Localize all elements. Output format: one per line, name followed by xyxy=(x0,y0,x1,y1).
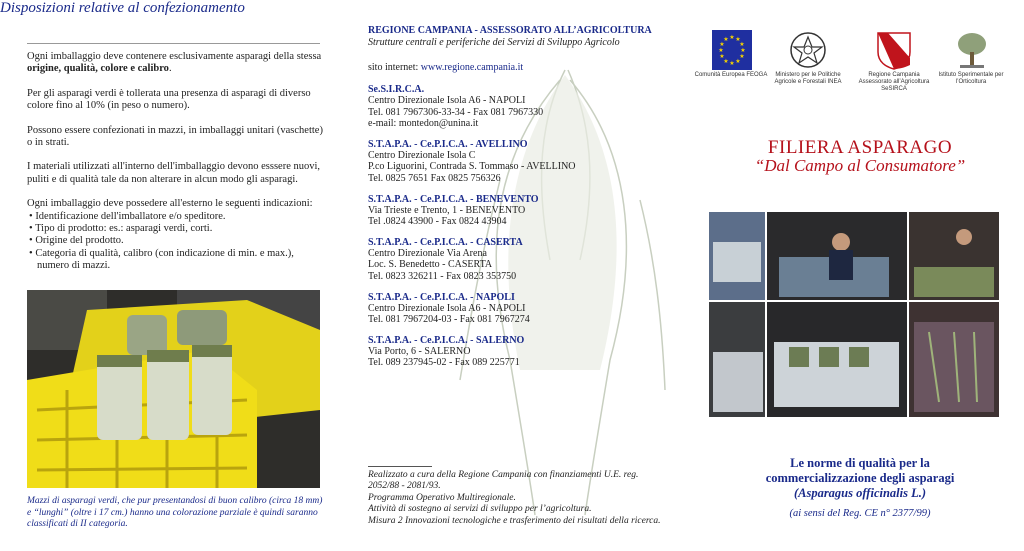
packing-photos-illustration xyxy=(709,212,999,417)
svg-text:★: ★ xyxy=(719,41,725,48)
footnote-line: Misura 2 Innovazioni tecnologiche e trasferimento dei risultati della ricerca. xyxy=(368,515,661,526)
left-panel xyxy=(0,0,340,551)
office-address: Via Porto, 6 - SALERNO xyxy=(368,345,471,357)
office-title: Se.S.I.R.C.A. xyxy=(368,84,425,95)
office-phone: Tel. 081 7967204-03 - Fax 081 7967274 xyxy=(368,314,530,326)
office-block xyxy=(368,292,678,326)
list-item: • Categoria di qualità, calibro (con indicazione di min. e max.), numero di mazzi. xyxy=(27,248,327,273)
svg-text:★: ★ xyxy=(740,47,746,54)
asparagus-crate-photo xyxy=(27,290,320,488)
svg-text:★: ★ xyxy=(729,34,735,41)
label-requirements-list xyxy=(27,211,327,273)
office-address: Centro Direzionale Isola C xyxy=(368,149,476,161)
office-email[interactable]: e-mail: montedon@unina.it xyxy=(368,118,479,130)
brochure-subtitle: “Dal Campo al Consumatore” xyxy=(754,156,966,175)
office-title: S.T.A.P.A. - Ce.P.I.C.A. - CASERTA xyxy=(368,236,523,248)
office-block xyxy=(368,139,678,185)
office-address: Via Trieste e Trento, 1 - BENEVENTO xyxy=(368,204,526,216)
funding-footnote xyxy=(368,470,678,527)
svg-text:★: ★ xyxy=(723,58,729,65)
website-link[interactable]: www.regione.campania.it xyxy=(420,62,524,73)
rule-paragraph-5: Ogni imballaggio deve possedere all'esterno le seguenti indicazioni: xyxy=(27,198,313,210)
website-label: sito internet: xyxy=(368,62,421,73)
rule-paragraph-4: I materiali utilizzati all'interno dell'imballaggio devono esssere nuovi, puliti e di qualità tale da non alterare in alcun modo gli asparagi. xyxy=(27,161,321,185)
office-title: S.T.A.P.A. - Ce.P.I.C.A. - NAPOLI xyxy=(368,291,515,303)
footnote-line: Realizzato a cura della Regione Campania con finanziamenti U.E. reg. xyxy=(368,470,639,480)
office-address: Centro Direzionale Via Arena xyxy=(368,247,487,259)
footnote-line: Programma Operativo Multiregionale. xyxy=(368,492,516,503)
italian-emblem-icon xyxy=(788,30,828,70)
svg-text:★: ★ xyxy=(729,60,735,67)
rule-paragraph-2: Per gli asparagi verdi è tollerata una presenza di asparagi di diverso colore fino al 10% (in peso o numero). xyxy=(27,87,311,112)
office-title: S.T.A.P.A. - Ce.P.I.C.A. - BENEVENTO xyxy=(368,193,539,205)
list-item: • Identificazione dell'imballatore e/o speditore. xyxy=(27,211,327,223)
office-title: S.T.A.P.A. - Ce.P.I.C.A. - SALERNO xyxy=(368,334,525,346)
svg-text:★: ★ xyxy=(723,36,729,43)
office-address: Centro Direzionale Isola A6 - NAPOLI xyxy=(368,95,526,106)
svg-text:★: ★ xyxy=(739,53,745,60)
norme-line-3: (Asparagus officinalis L.) xyxy=(793,486,927,500)
campania-shield-icon xyxy=(874,30,914,70)
office-block xyxy=(368,335,678,369)
office-phone: Tel. 081 7967306-33-34 - Fax 081 7967330 xyxy=(368,106,544,118)
office-address: Loc. S. Benedetto - CASERTA xyxy=(368,259,493,271)
office-address: P.co Liguorini, Contrada S. Tommaso - AVELLINO xyxy=(368,161,576,173)
packaging-rules xyxy=(27,51,327,273)
office-block xyxy=(368,237,678,283)
brochure-title: FILIERA ASPARAGO xyxy=(767,137,953,158)
organization-name: REGIONE CAMPANIA - ASSESSORATO ALL’AGRICOLTURA xyxy=(368,25,652,36)
footnote-divider xyxy=(368,466,432,467)
svg-text:★: ★ xyxy=(735,36,741,43)
office-title: S.T.A.P.A. - Ce.P.I.C.A. - AVELLINO xyxy=(368,138,528,150)
middle-panel xyxy=(340,0,680,551)
section-heading: Disposizioni relative al confezionamento xyxy=(0,0,245,16)
rule-paragraph-1: Ogni imballaggio deve contenere esclusivamente asparagi della stessa origine, qualità, colore e calibro. xyxy=(27,51,322,75)
organization-subtitle: Strutture centrali e periferiche dei Servizi di Sviluppo Agricolo xyxy=(368,37,620,48)
crate-photo-illustration xyxy=(27,290,320,488)
norme-block xyxy=(710,456,1010,501)
logo-caption: Ministero per le Politiche Agricole e Forestali INEA xyxy=(774,72,842,85)
office-list xyxy=(368,84,678,369)
svg-text:★: ★ xyxy=(739,41,745,48)
website-line xyxy=(368,62,523,73)
office-phone: Tel. 089 237945-02 - Fax 089 225771 xyxy=(368,357,520,369)
office-block xyxy=(368,194,678,228)
logo-caption: Regione Campania Assessorato all’Agricoltura SeSIRCA xyxy=(858,72,930,92)
svg-text:★: ★ xyxy=(718,47,724,54)
logo-caption: Comunità Europea FEOGA xyxy=(694,72,768,78)
photo-caption: Mazzi di asparagi verdi, che pur presentandosi di buon calibro (circa 18 mm) e “lunghi” (oltre i 17 cm.) hanno una colorazione parziale è quindi saranno classificati di II categoria. xyxy=(27,496,323,529)
footnote-line: Attività di sostegno ai servizi di sviluppo per l’agricoltura. xyxy=(368,504,592,515)
office-address: Centro Direzionale Isola A6 - NAPOLI xyxy=(368,302,526,314)
norme-line-1: Le norme di qualità per la xyxy=(790,456,930,470)
list-item: • Tipo di prodotto: es.: asparagi verdi, corti. xyxy=(27,223,327,235)
office-phone: Tel. 0825 7651 Fax 0825 756326 xyxy=(368,172,501,184)
office-phone: Tel .0824 43900 - Fax 0824 43904 xyxy=(368,216,507,228)
regulation-reference: (ai sensi del Reg. CE n° 2377/99) xyxy=(789,508,931,519)
tree-icon xyxy=(952,30,992,70)
svg-text:★: ★ xyxy=(719,53,725,60)
rule-paragraph-3: Possono essere confezionati in mazzi, in imballaggi unitari (vaschette) o in strati. xyxy=(27,124,323,149)
eu-flag-icon xyxy=(712,30,752,70)
heading-divider xyxy=(27,43,320,44)
photo-grid xyxy=(709,212,999,417)
logo-caption: Istituto Sperimentale per l’Orticoltura xyxy=(938,72,1004,85)
office-phone: Tel. 0823 326211 - Fax 0823 353750 xyxy=(368,270,517,282)
office-block xyxy=(368,84,678,130)
norme-line-2: commercializzazione degli asparagi xyxy=(765,471,955,485)
svg-text:★: ★ xyxy=(735,58,741,65)
list-item: • Origine del prodotto. xyxy=(27,235,327,247)
footnote-line: 2052/88 - 2081/93. xyxy=(368,481,441,492)
